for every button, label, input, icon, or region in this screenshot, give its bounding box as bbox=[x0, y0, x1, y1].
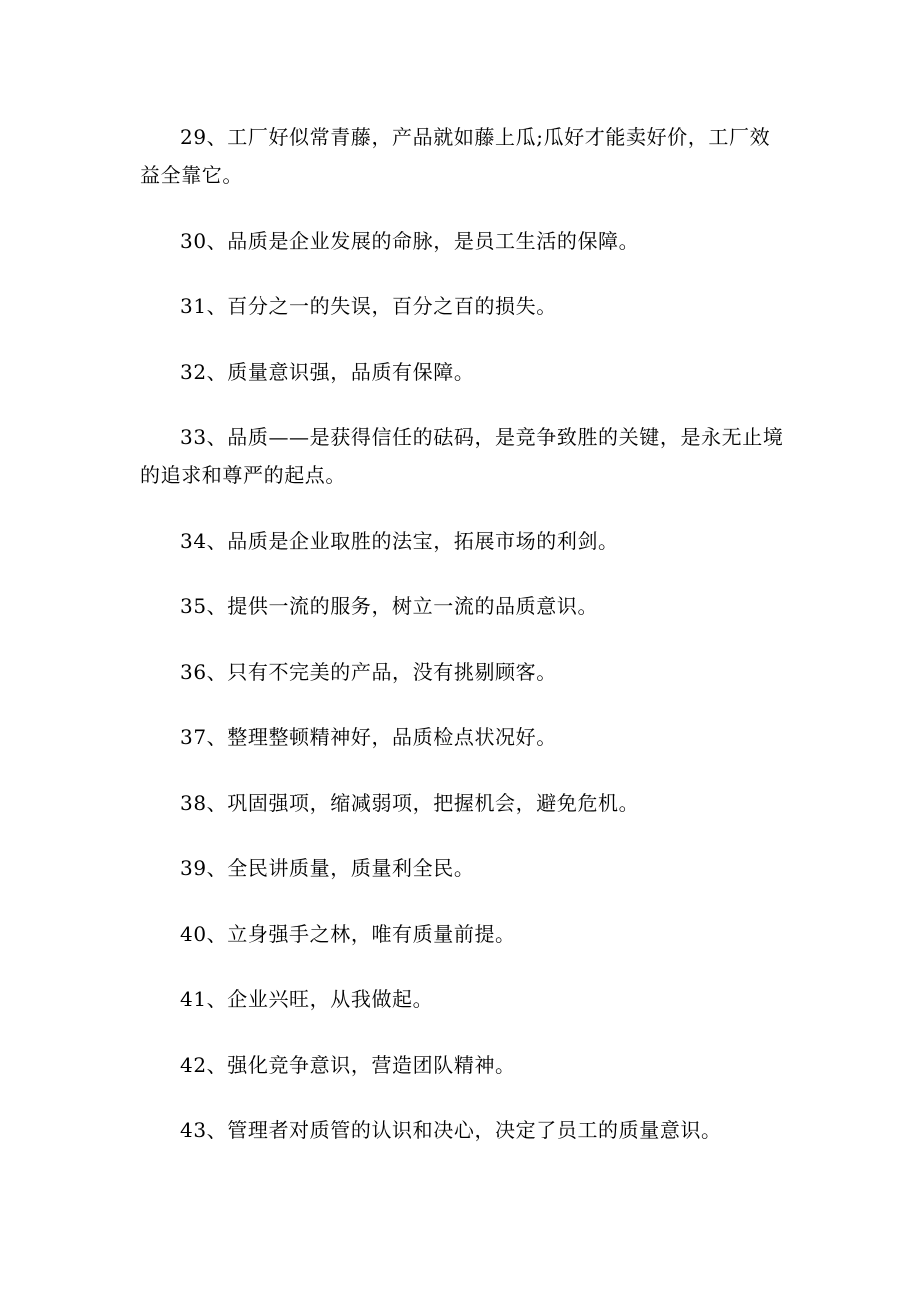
slogan-item-31: 31、百分之一的失误，百分之百的损失。 bbox=[180, 294, 557, 318]
slogan-item-38: 38、巩固强项，缩减弱项，把握机会，避免危机。 bbox=[180, 790, 640, 815]
slogan-item-39: 39、全民讲质量，质量利全民。 bbox=[180, 856, 475, 880]
slogan-item-42: 42、强化竞争意识，营造团队精神。 bbox=[180, 1052, 516, 1077]
slogan-item-29: 29、工厂好似常青藤，产品就如藤上瓜;瓜好才能卖好价，工厂效益全靠它。 bbox=[140, 125, 771, 187]
slogan-item-40: 40、立身强手之林，唯有质量前提。 bbox=[180, 921, 516, 946]
slogan-item-30: 30、品质是企业发展的命脉，是员工生活的保障。 bbox=[180, 228, 640, 253]
slogan-item-37: 37、整理整顿精神好，品质检点状况好。 bbox=[180, 725, 557, 749]
slogan-item-41: 41、企业兴旺，从我做起。 bbox=[180, 987, 434, 1011]
slogan-item-35: 35、提供一流的服务，树立一流的品质意识。 bbox=[180, 594, 599, 618]
slogan-item-33: 33、品质——是获得信任的砝码，是竞争致胜的关键，是永无止境的追求和尊严的起点。 bbox=[140, 425, 784, 487]
slogan-item-32: 32、质量意识强，品质有保障。 bbox=[180, 359, 475, 384]
slogan-item-34: 34、品质是企业取胜的法宝，拓展市场的利剑。 bbox=[180, 528, 619, 553]
slogan-item-36: 36、只有不完美的产品，没有挑剔顾客。 bbox=[180, 659, 557, 684]
slogan-list bbox=[140, 118, 785, 1177]
slogan-item-43: 43、管理者对质管的认识和决心，决定了员工的质量意识。 bbox=[180, 1118, 722, 1142]
